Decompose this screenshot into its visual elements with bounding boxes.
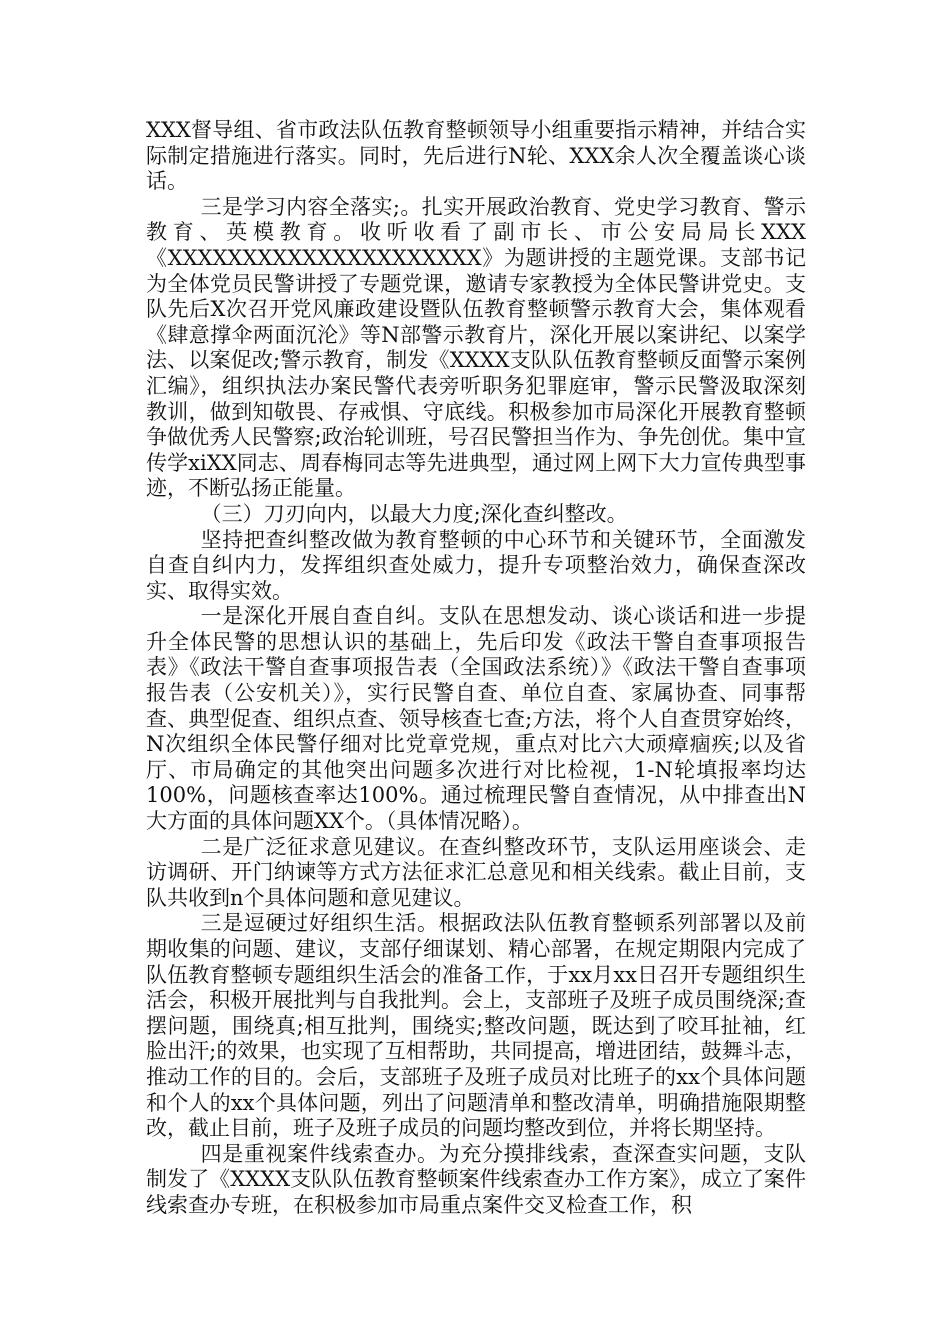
paragraph-self-inspection: 一是深化开展自查自纠。支队在思想发动、谈心谈话和进一步提升全体民警的思想认识的基础上，先后印发《政法干警自查事项报告表》《政法干警自查事项报告表（全国政法系统）》《政法干警自查事项报告表（公安机关）》，实行民警自查、单位自查、家属协查、同事帮查、典型促查、组织点查、领导核查七查;方法，将个人自查贯穿始终，N次组织全体民警仔细对比党章党规，重点对比六大顽瘴痼疾;以及省厅、市局确定的其他突出问题多次进行对比检视，1-N轮填报率均达100%，问题核查率达100%。通过梳理民警自查情况，从中排查出N大方面的具体问题XX个。（具体情况略）。: [146, 604, 806, 834]
paragraph-organization-life: 三是逗硬过好组织生活。根据政法队伍教育整顿系列部署以及前期收集的问题、建议，支部仔细谋划、精心部署，在规定期限内完成了队伍教育整顿专题组织生活会的准备工作，于xx月xx日召开专题组织生活会，积极开展批判与自我批判。会上，支部班子及班子成员围绕深;查摆问题，围绕真;相互批判，围绕实;整改问题，既达到了咬耳扯袖，红脸出汗;的效果，也实现了互相帮助，共同提高，增进团结，鼓舞斗志，推动工作的目的。会后，支部班子及班子成员对比班子的xx个具体问题和个人的xx个具体问题，列出了问题清单和整改清单，明确措施限期整改，截止目前，班子及班子成员的问题均整改到位，并将长期坚持。: [146, 911, 806, 1141]
document-body: [146, 118, 806, 1219]
paragraph-continuation: XXX督导组、省市政法队伍教育整顿领导小组重要指示精神，并结合实际制定措施进行落实。同时，先后进行N轮、XXX余人次全覆盖谈心谈话。: [146, 118, 806, 194]
paragraph-study-content: 三是学习内容全落实;。扎实开展政治教育、党史学习教育、警示教育、英模教育。收听收看了副市长、市公安局局长XXX《XXXXXXXXXXXXXXXXXXXXX》为题讲授的主题党课。支部书记为全体党员民警讲授了专题党课，邀请专家教授为全体民警讲党史。支队先后X次召开党风廉政建设暨队伍教育整顿警示教育大会，集体观看《肆意撑伞两面沉沦》等N部警示教育片，深化开展以案讲纪、以案学法、以案促改;警示教育，制发《XXXX支队队伍教育整顿反面警示案例汇编》，组织执法办案民警代表旁听职务犯罪庭审，警示民警汲取深刻教训，做到知敬畏、存戒惧、守底线。积极参加市局深化开展教育整顿争做优秀人民警察;政治轮训班，号召民警担当作为、争先创优。集中宣传学xiXX同志、周春梅同志等先进典型，通过网上网下大力宣传典型事迹，不断弘扬正能量。: [146, 194, 806, 501]
paragraph-opinions: 二是广泛征求意见建议。在查纠整改环节，支队运用座谈会、走访调研、开门纳谏等方式方法征求汇总意见和相关线索。截止目前，支队共收到n个具体问题和意见建议。: [146, 834, 806, 910]
paragraph-case-clues: 四是重视案件线索查办。为充分摸排线索，查深查实问题，支队制发了《XXXX支队队伍教育整顿案件线索查办工作方案》，成立了案件线索查办专班，在积极参加市局重点案件交叉检查工作，积: [146, 1141, 806, 1217]
paragraph-rectification-intro: 坚持把查纠整改做为教育整顿的中心环节和关键环节，全面激发自查自纠内力，发挥组织查处威力，提升专项整治效力，确保查深改实、取得实效。: [146, 527, 806, 603]
section-heading-rectification: （三）刀刃向内，以最大力度;深化查纠整改。: [200, 501, 628, 526]
